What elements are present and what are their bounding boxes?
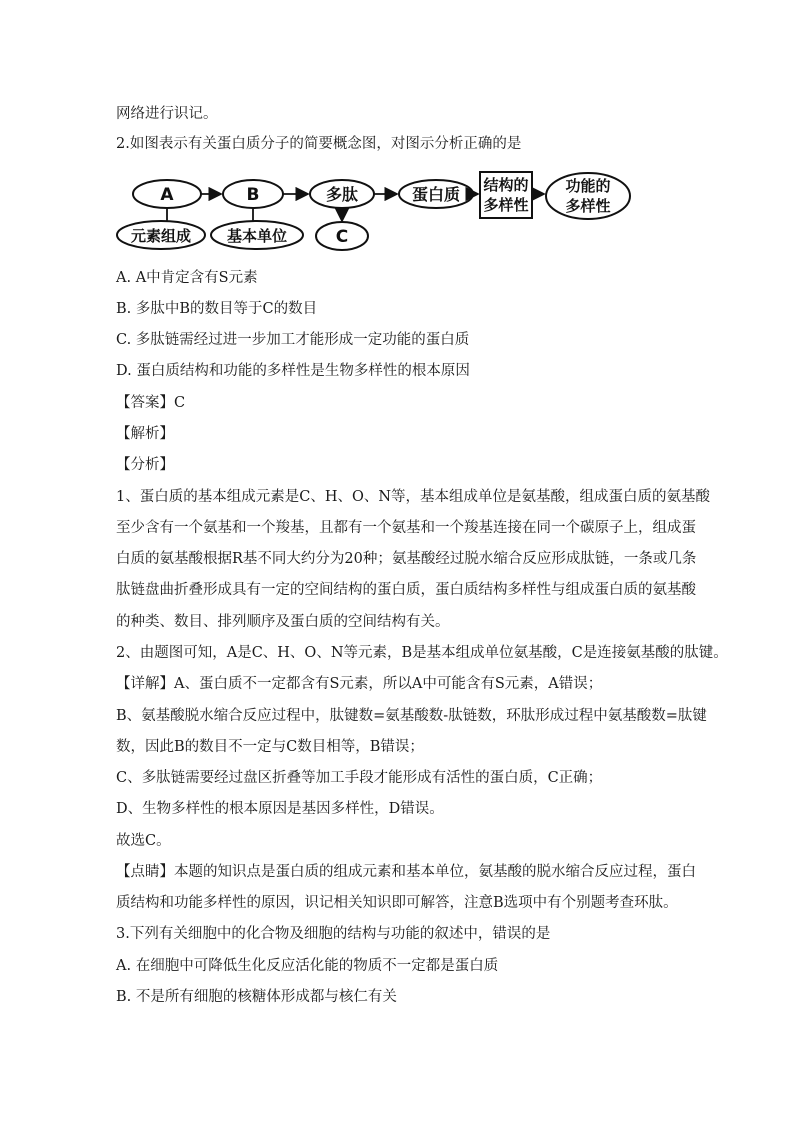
option-c: C. 多肽链需经过进一步加工才能形成一定功能的蛋白质 xyxy=(116,332,470,348)
question-3-option-a: A. 在细胞中可降低生化反应活化能的物质不一定都是蛋白质 xyxy=(116,958,499,974)
question-3-stem: 3.下列有关细胞中的化合物及细胞的结构与功能的叙述中，错误的是 xyxy=(116,926,551,942)
detail-line-a: 【详解】A、蛋白质不一定都含有S元素，所以A中可能含有S元素，A错误； xyxy=(116,676,603,692)
diagram-node-peptide-label: 多肽 xyxy=(325,185,359,204)
analysis-paragraph-1-line-5: 的种类、数目、排列顺序及蛋白质的空间结构有关。 xyxy=(116,614,450,630)
choice-line: 故选C。 xyxy=(116,833,171,849)
diagram-node-b-label: B xyxy=(246,185,260,205)
analysis-paragraph-1-line-3: 白质的氨基酸根据R基不同大约分为20种；氨基酸经过脱水缩合反应形成肽链，一条或几条 xyxy=(116,551,697,567)
diagram-structure-label-2: 多样性 xyxy=(483,196,529,214)
diagram-function-label-1: 功能的 xyxy=(565,177,611,195)
option-d: D. 蛋白质结构和功能的多样性是生物多样性的根本原因 xyxy=(116,363,470,379)
answer-line: 【答案】C xyxy=(116,395,186,411)
analysis-paragraph-1-line-1: 1、蛋白质的基本组成元素是C、H、O、N等，基本组成单位是氨基酸，组成蛋白质的氨基酸 xyxy=(116,489,711,505)
diagram-node-c-label: C xyxy=(335,227,349,247)
detail-line-b-2: 数，因此B的数目不一定与C数目相等，B错误； xyxy=(116,739,424,755)
diagram-structure-label-1: 结构的 xyxy=(483,176,529,194)
detail-line-c: C、多肽链需要经过盘区折叠等加工手段才能形成有活性的蛋白质，C正确； xyxy=(116,770,603,786)
analysis-paragraph-1-line-4: 肽链盘曲折叠形成具有一定的空间结构的蛋白质，蛋白质结构多样性与组成蛋白质的氨基酸 xyxy=(116,582,696,598)
question-2-stem: 2.如图表示有关蛋白质分子的简要概念图，对图示分析正确的是 xyxy=(116,136,522,152)
detail-line-b-1: B、氨基酸脱水缩合反应过程中，肽键数=氨基酸数-肽链数，环肽形成过程中氨基酸数=肽键 xyxy=(116,708,707,724)
analysis-heading: 【解析】 xyxy=(116,426,174,442)
option-a: A. A中肯定含有S元素 xyxy=(116,270,258,286)
diagram-node-unit-label: 基本单位 xyxy=(226,227,288,245)
analysis-subheading: 【分析】 xyxy=(116,457,174,473)
protein-concept-diagram xyxy=(116,170,636,252)
text-line-1: 网络进行识记。 xyxy=(116,106,218,122)
analysis-paragraph-2: 2、由题图可知，A是C、H、O、N等元素，B是基本组成单位氨基酸，C是连接氨基酸的肽键。 xyxy=(116,645,728,661)
diagram-node-elements-label: 元素组成 xyxy=(130,227,192,245)
key-point-line-2: 质结构和功能多样性的原因，识记相关知识即可解答，注意B选项中有个别题考查环肽。 xyxy=(116,895,678,911)
detail-line-d: D、生物多样性的根本原因是基因多样性，D错误。 xyxy=(116,801,444,817)
diagram-node-protein-label: 蛋白质 xyxy=(411,185,461,204)
key-point-line-1: 【点睛】本题的知识点是蛋白质的组成元素和基本单位，氨基酸的脱水缩合反应过程，蛋白 xyxy=(116,864,696,880)
question-3-option-b: B. 不是所有细胞的核糖体形成都与核仁有关 xyxy=(116,989,397,1005)
diagram-function-label-2: 多样性 xyxy=(565,197,611,215)
option-b: B. 多肽中B的数目等于C的数目 xyxy=(116,301,318,317)
diagram-node-a-label: A xyxy=(160,185,174,205)
analysis-paragraph-1-line-2: 至少含有一个氨基和一个羧基，且都有一个氨基和一个羧基连接在同一个碳原子上，组成蛋 xyxy=(116,520,696,536)
